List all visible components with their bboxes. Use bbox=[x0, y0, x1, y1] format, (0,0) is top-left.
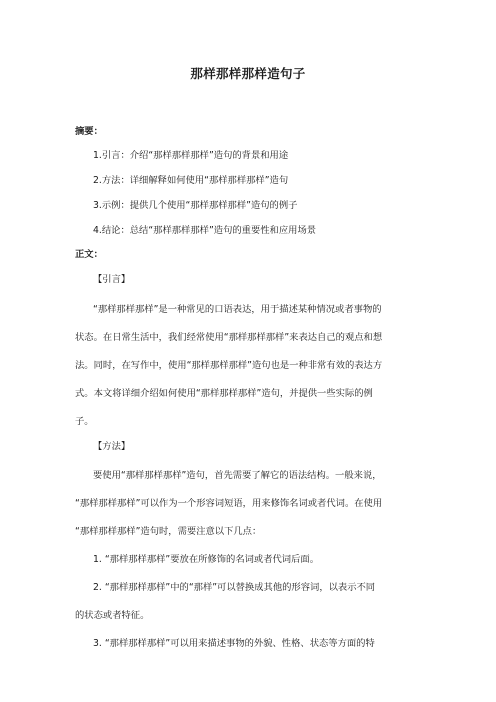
method-paragraph-line: “那样那样那样”可以作为一个形容词短语，用来修饰名词或者代词。在使用 bbox=[75, 498, 383, 509]
intro-paragraph-line: 式。本文将详细介绍如何使用“那样那样那样”造句，并提供一些实际的例 bbox=[75, 388, 373, 399]
method-paragraph-line: 要使用“那样那样那样”造句，首先需要了解它的语法结构。一般来说， bbox=[93, 470, 382, 481]
intro-paragraph-line: “那样那样那样”是一种常见的口语表达，用于描述某种情况或者事物的 bbox=[93, 304, 382, 315]
method-point: 3. “那样那样那样”可以用来描述事物的外貌、性格、状态等方面的特 bbox=[93, 638, 375, 649]
section-heading-method: 【方法】 bbox=[93, 441, 131, 452]
intro-paragraph-line: 状态。在日常生活中，我们经常使用“那样那样那样”来表达自己的观点和想 bbox=[75, 332, 383, 343]
abstract-item: 1.引言：介绍“那样那样那样”造句的背景和用途 bbox=[93, 150, 289, 161]
section-heading-intro: 【引言】 bbox=[93, 274, 131, 285]
intro-paragraph-line: 子。 bbox=[75, 416, 94, 427]
method-paragraph-line: “那样那样那样”造句时，需要注意以下几点： bbox=[75, 526, 262, 537]
document-title: 那样那样那样造句子 bbox=[190, 66, 306, 81]
abstract-item: 3.示例：提供几个使用“那样那样那样”造句的例子 bbox=[93, 200, 298, 211]
method-point: 2. “那样那样那样”中的“那样”可以替换成其他的形容词，以表示不同 bbox=[93, 582, 376, 593]
method-point: 1. “那样那样那样”要放在所修饰的名词或者代词后面。 bbox=[93, 554, 319, 565]
method-point: 的状态或者特征。 bbox=[75, 610, 150, 621]
abstract-item: 4.结论：总结“那样那样那样”造句的重要性和应用场景 bbox=[93, 225, 317, 236]
body-label: 正文： bbox=[75, 249, 103, 260]
intro-paragraph-line: 法。同时，在写作中，使用“那样那样那样”造句也是一种非常有效的表达方 bbox=[75, 360, 383, 371]
abstract-item: 2.方法：详细解释如何使用“那样那样那样”造句 bbox=[93, 175, 289, 186]
abstract-label: 摘要： bbox=[75, 126, 103, 137]
